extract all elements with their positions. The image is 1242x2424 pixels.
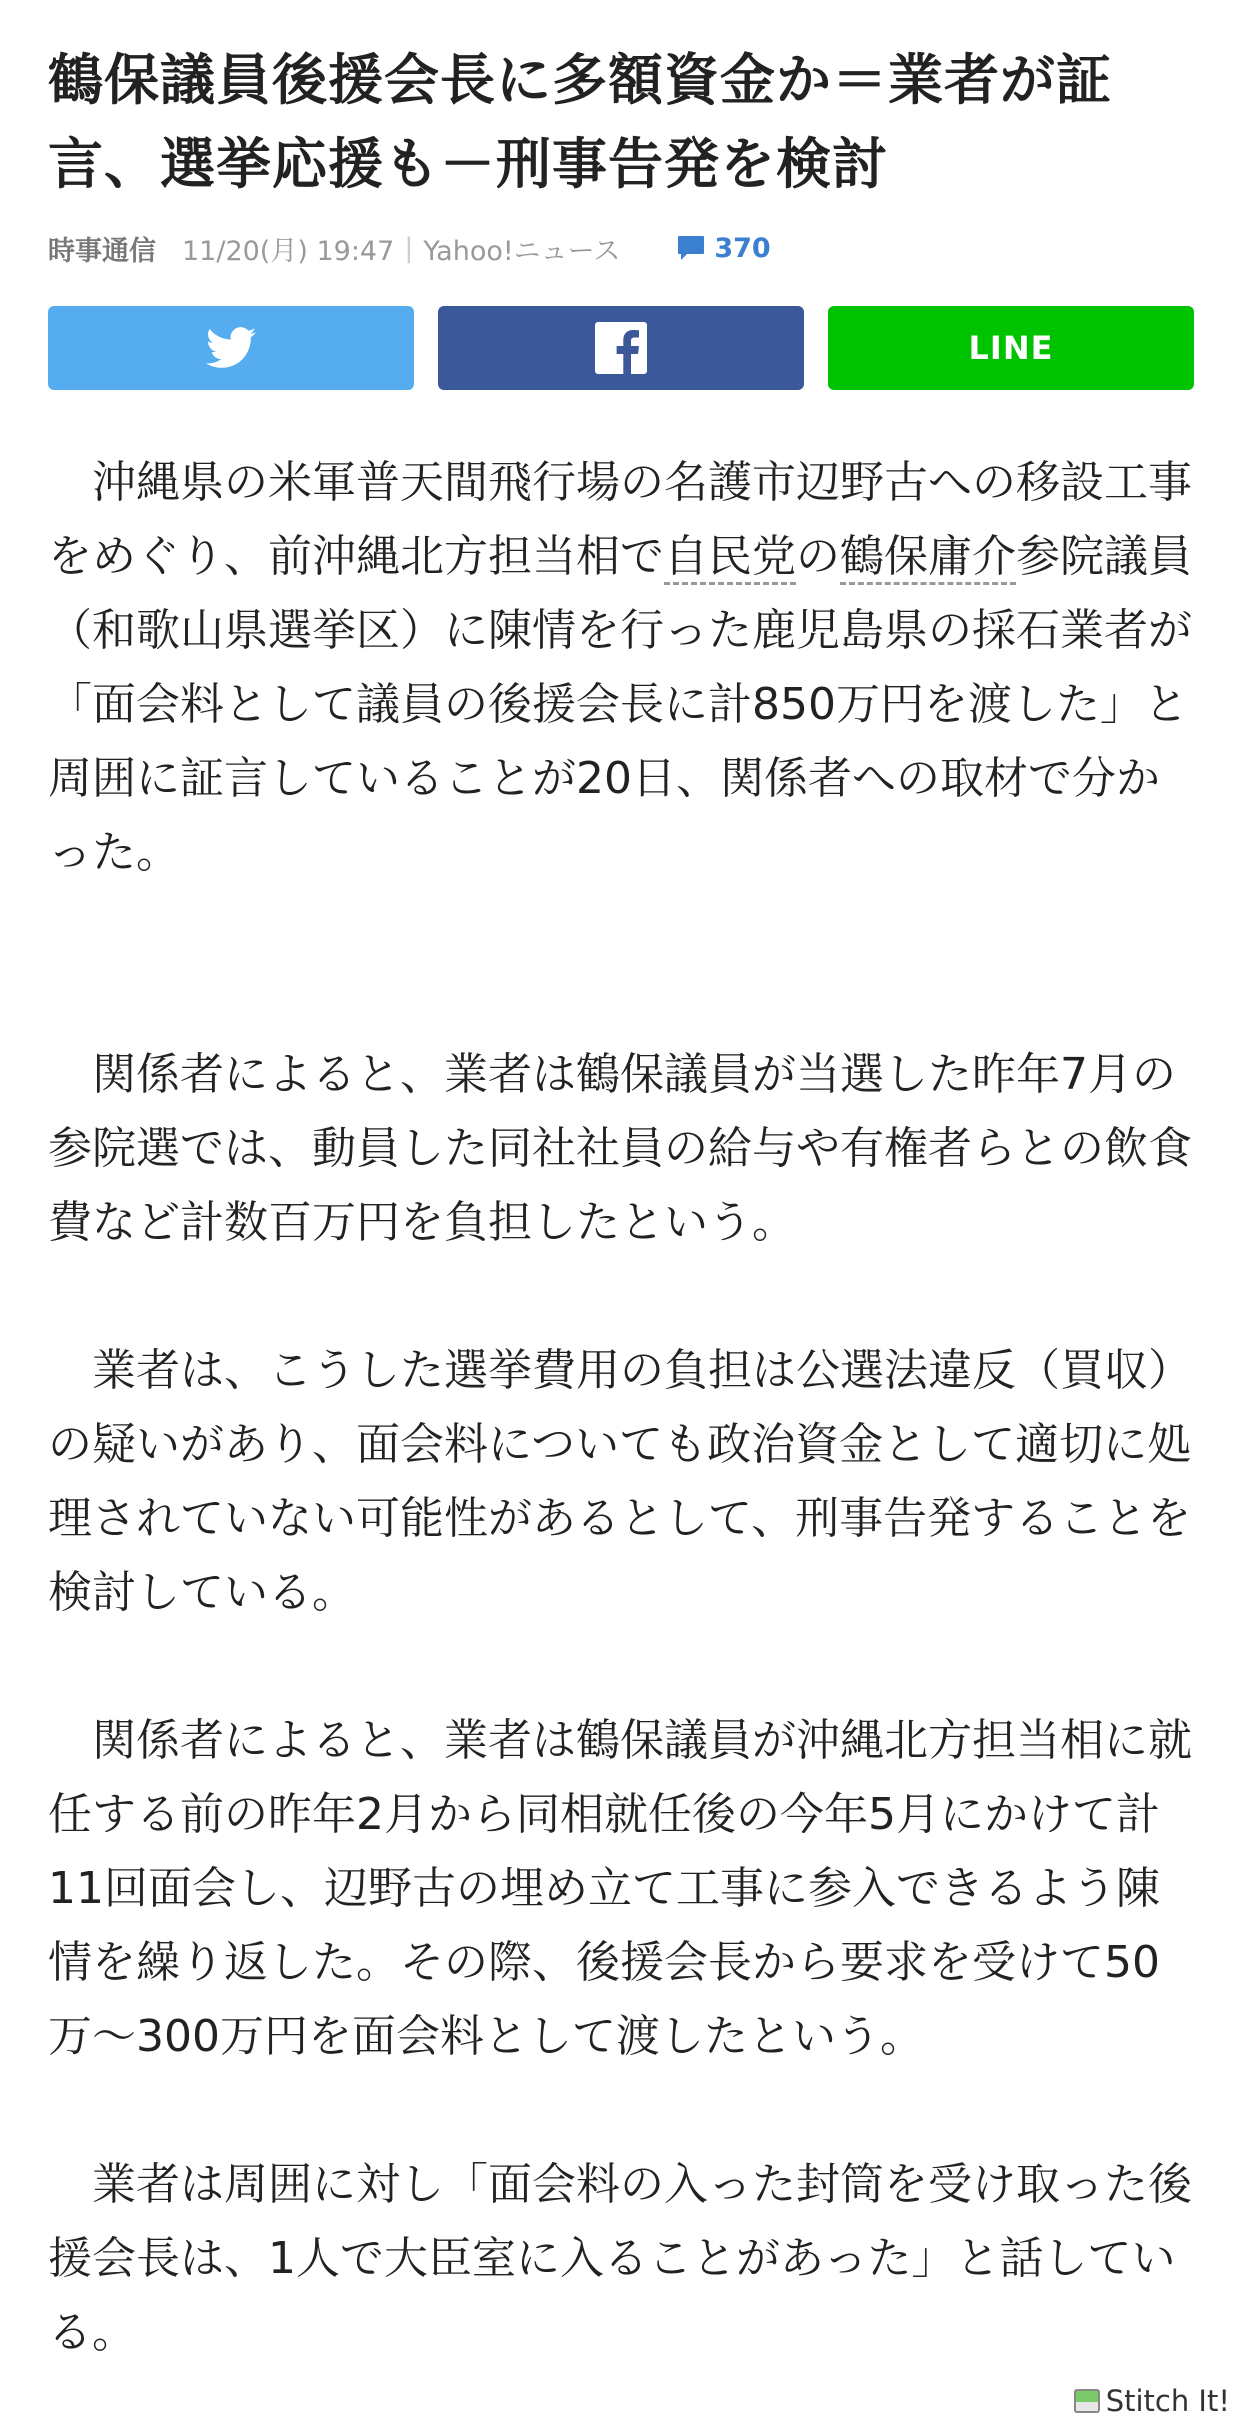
paragraph-4: 関係者によると、業者は鶴保議員が沖縄北方担当相に就任する前の昨年2月から同相就任後の今年5月にかけて計11回面会し、辺野古の埋め立て工事に参入できるよう陳情を繰り返した。その際、後援会長から要求を受けて50万～300万円を面会料として渡したという。 [48, 1715, 1192, 2062]
facebook-f-icon [595, 322, 647, 374]
paragraph-1 [48, 446, 1194, 890]
meta-separator: | [404, 232, 414, 264]
stitch-it-icon [1074, 2389, 1100, 2413]
paragraph-1-text-c: 参院議員（和歌山県選挙区）に陳情を行った鹿児島県の採石業者が「面会料として議員の後援会長に計850万円を渡した」と周囲に証言していることが20日、関係者への取材で分かった。 [48, 531, 1192, 878]
line-share-label: LINE [968, 329, 1054, 367]
paragraph-spacer [48, 1260, 1194, 1334]
article-title: 鶴保議員後援会長に多額資金か＝業者が証言、選挙応援も－刑事告発を検討 [48, 48, 1113, 196]
keyword-link-ldp[interactable]: 自民党 [664, 531, 796, 585]
paragraph-spacer [48, 1630, 1194, 1704]
paragraph-2: 関係者によると、業者は鶴保議員が当選した昨年7月の参院選では、動員した同社社員の給与や有権者らとの飲食費など計数百万円を負担したという。 [48, 1049, 1192, 1248]
article-body [48, 446, 1194, 2370]
facebook-share-button[interactable] [438, 306, 804, 390]
twitter-share-button[interactable] [48, 306, 414, 390]
keyword-link-tsuruho[interactable]: 鶴保庸介 [840, 531, 1016, 585]
paragraph-1-text-b: の [796, 531, 840, 582]
paragraph-spacer [48, 2074, 1194, 2148]
comment-count: 370 [714, 232, 771, 264]
paragraph-5: 業者は周囲に対し「面会料の入った封筒を受け取った後援会長は、1人で大臣室に入ることがあった」と話している。 [48, 2159, 1192, 2358]
provider-name: Yahoo!ニュース [423, 235, 621, 267]
paragraph-1-text-a: 沖縄県の米軍普天間飛行場の名護市辺野古への移設工事をめぐり、前沖縄北方担当相で [48, 457, 1192, 582]
comments-link[interactable] [676, 233, 770, 264]
line-share-button[interactable] [828, 306, 1194, 390]
source-name: 時事通信 [48, 235, 156, 267]
comment-bubble-icon [676, 234, 706, 262]
share-bar [48, 306, 1194, 390]
paragraph-spacer [48, 890, 1194, 1038]
twitter-bird-icon [206, 327, 256, 369]
stitch-it-watermark [1070, 2382, 1234, 2420]
stitch-it-label: Stitch It! [1105, 2384, 1230, 2418]
paragraph-3: 業者は、こうした選挙費用の負担は公選法違反（買収）の疑いがあり、面会料についても政治資金として適切に処理されていない可能性があるとして、刑事告発することを検討している。 [48, 1345, 1192, 1618]
article-meta [48, 220, 1194, 276]
publish-date: 11/20(月) 19:47 [182, 235, 395, 267]
